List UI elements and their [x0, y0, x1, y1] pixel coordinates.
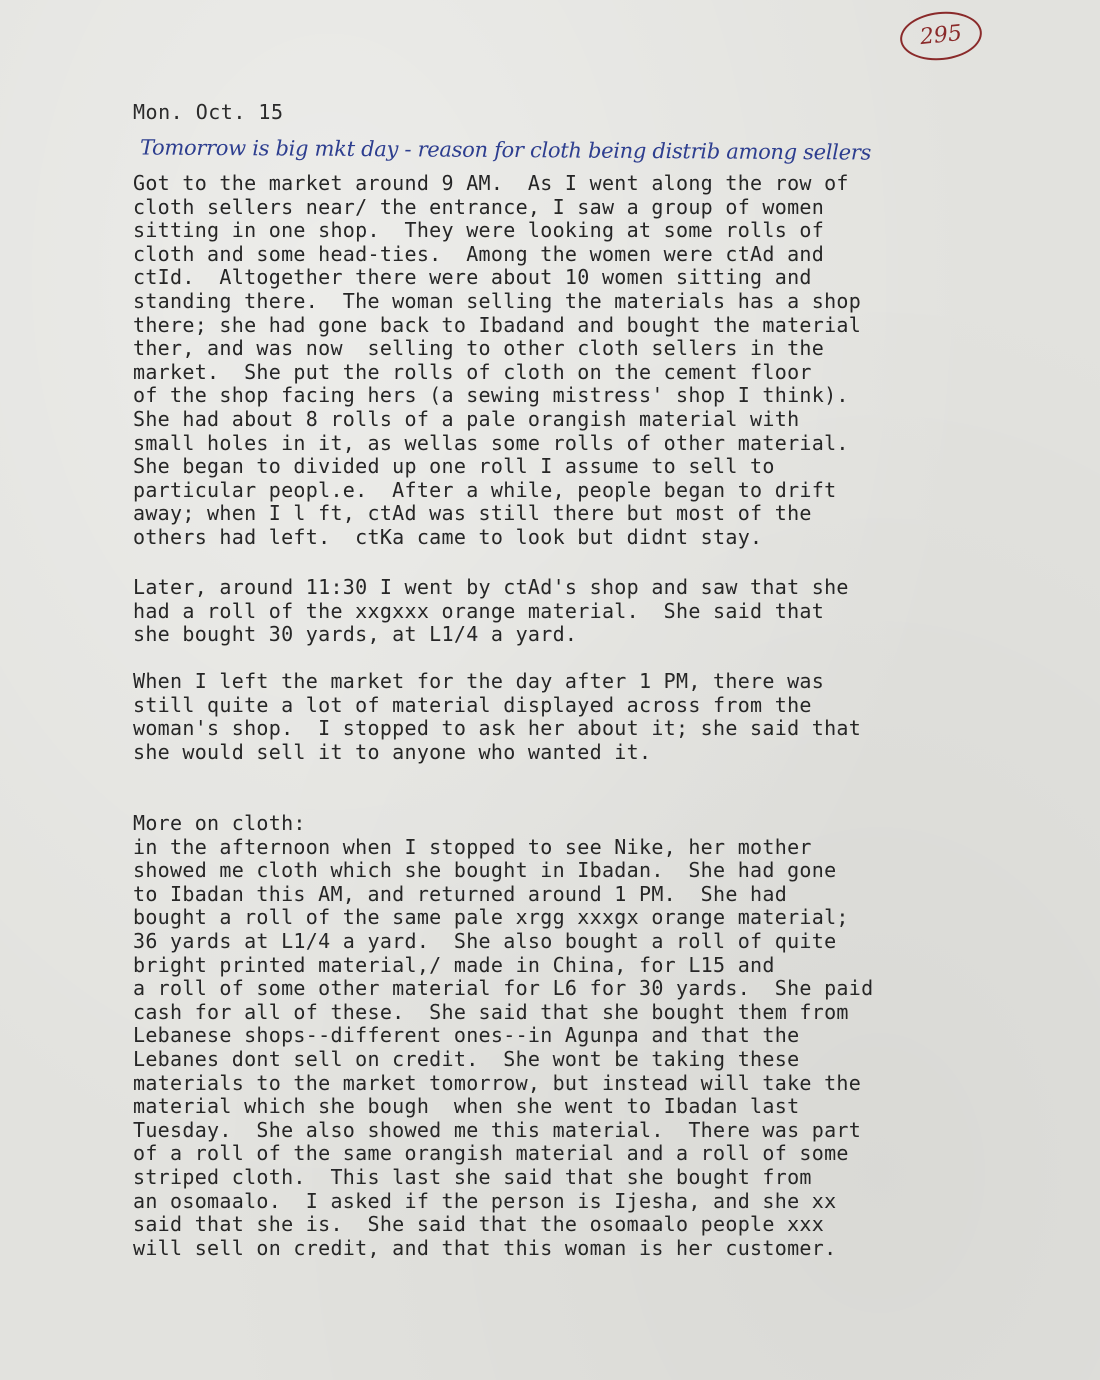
paragraph-later-visit: Later, around 11:30 I went by ctAd's shop and saw that she had a roll of the xxgxxx orange material. She said that she bought 30 yards, at L1/4 a yard. — [133, 575, 849, 647]
page-number-stamp: 295 — [898, 8, 985, 64]
paragraph-market-morning: Got to the market around 9 AM. As I went along the row of cloth sellers near/ the entrance, I saw a group of women sitting in one shop. They were looking at some rolls of cloth and some head-ties. Among the women were ctAd and ctId. Altogether there were about 10 women sitting and standing there. The woman selling the materials has a shop there; she had gone back to Ibadand and bought the material ther, and was now selling to other cloth sellers in the market. She put the rolls of cloth on the cement floor of the shop facing hers (a sewing mistress' shop I think). She had about 8 rolls of a pale orangish material with small holes in it, as wellas some rolls of other material. She began to divided up one roll I assume to sell to particular peopl.e. After a while, people began to drift away; when I l ft, ctAd was still there but most of the others had left. ctKa came to look but didnt stay. — [133, 171, 862, 549]
handwritten-annotation: Tomorrow is big mkt day - reason for cloth being distrib among sellers — [139, 135, 872, 165]
paragraph-more-on-cloth: More on cloth: in the afternoon when I stopped to see Nike, her mother showed me cloth which she bought in Ibadan. She had gone to Ibadan this AM, and returned around 1 PM. She had bought a roll of the same pale xrgg xxxgx orange material; 36 yards at L1/4 a yard. She also bought a roll of quite bright printed material,/ made in China, for L15 and a roll of some other material for L6 for 30 yards. She paid cash for all of these. She said that she bought them from Lebanese shops--different ones--in Agunpa and that the Lebanes dont sell on credit. She wont be taking these materials to the market tomorrow, but instead will take the material which she bough when she went to Ibadan last Tuesday. She also showed me this material. There was part of a roll of the same orangish material and a roll of some striped cloth. This last she said that she bought from an osomaalo. I asked if the person is Ijesha, and she xx said that she is. She said that the osomaalo people xxx will sell on credit, and that this woman is her customer. — [133, 811, 874, 1260]
date-heading: Mon. Oct. 15 — [133, 100, 284, 124]
paragraph-leaving-market: When I left the market for the day after 1 PM, there was still quite a lot of material displayed across from the woman's shop. I stopped to ask her about it; she said that she would sell it to anyone who wanted it. — [133, 669, 862, 764]
